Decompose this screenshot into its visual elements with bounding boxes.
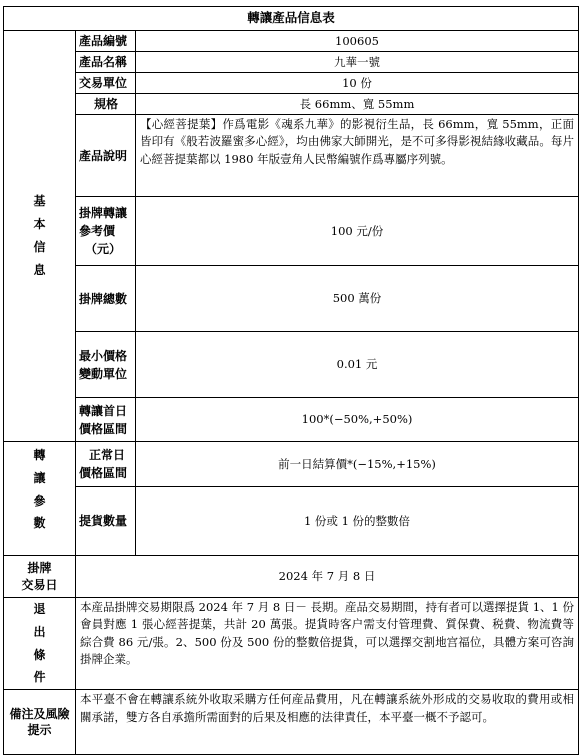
value-description: 【心經菩提葉】作爲電影《魂系九華》的影視衍生品，長 66mm，寬 55mm，正面皆印有《般若波羅蜜多心經》，均由佛家大師開光，是不可多得影視結緣收藏品。每片心經菩提葉都以 1980 年版壹角人民幣編號作爲專屬序列號。 <box>136 115 579 197</box>
value-total-quantity: 500 萬份 <box>136 266 579 332</box>
value-trade-unit: 10 份 <box>136 73 579 94</box>
value-product-code: 100605 <box>136 31 579 52</box>
label-total-quantity: 掛牌總數 <box>76 266 136 332</box>
value-min-price-tick: 0.01 元 <box>136 332 579 398</box>
value-exit-terms: 本産品掛牌交易期限爲 2024 年 7 月 8 日－ 長期。産品交易期間，持有者可以選擇提貨 1、1 份會員對應 1 張心經菩提葉，共計 20 萬張。提貨時客户需支付管理費、質保費、税費、物流費等綜合費 86 元/張。2、500 份及 500 份的整數倍提貨，可以選擇交割地宫福位，具體方案可咨詢掛牌企業。 <box>76 598 579 690</box>
label-delivery-quantity: 提貨數量 <box>76 487 136 556</box>
label-normal-day-range: 正常日 價格區間 <box>76 442 136 487</box>
product-info-document <box>3 6 578 754</box>
label-product-code: 產品編號 <box>76 31 136 52</box>
section-transfer-params: 轉 讓 參 數 <box>4 442 76 556</box>
label-first-day-range: 轉讓首日 價格區間 <box>76 398 136 442</box>
value-reference-price: 100 元/份 <box>136 197 579 266</box>
label-reference-price: 掛牌轉讓 參考價 （元） <box>76 197 136 266</box>
section-basic-info: 基 本 信 息 <box>4 31 76 442</box>
value-remarks: 本平臺不會在轉讓系統外收取采購方任何産品費用，凡在轉讓系統外形成的交易收取的費用或相關承諾，雙方各自承擔所需面對的后果及相應的法律責任，本平臺一概不予認可。 <box>76 690 579 755</box>
label-product-name: 產品名稱 <box>76 52 136 73</box>
value-first-day-range: 100*(−50%,+50%) <box>136 398 579 442</box>
section-exit-conditions: 退 出 條 件 <box>4 598 76 690</box>
section-listing-day: 掛牌 交易日 <box>4 556 76 598</box>
value-delivery-quantity: 1 份或 1 份的整數倍 <box>136 487 579 556</box>
value-product-name: 九華一號 <box>136 52 579 73</box>
label-trade-unit: 交易單位 <box>76 73 136 94</box>
value-spec: 長 66mm、寬 55mm <box>136 94 579 115</box>
value-listing-date: 2024 年 7 月 8 日 <box>76 556 579 598</box>
section-remarks-risk: 備注及風險 提示 <box>4 690 76 755</box>
label-min-price-tick: 最小價格 變動單位 <box>76 332 136 398</box>
value-normal-day-range: 前一日結算價*(−15%,+15%) <box>136 442 579 487</box>
label-spec: 規格 <box>76 94 136 115</box>
table-title: 轉讓產品信息表 <box>4 7 579 31</box>
product-info-table <box>3 6 579 755</box>
label-description: 產品說明 <box>76 115 136 197</box>
